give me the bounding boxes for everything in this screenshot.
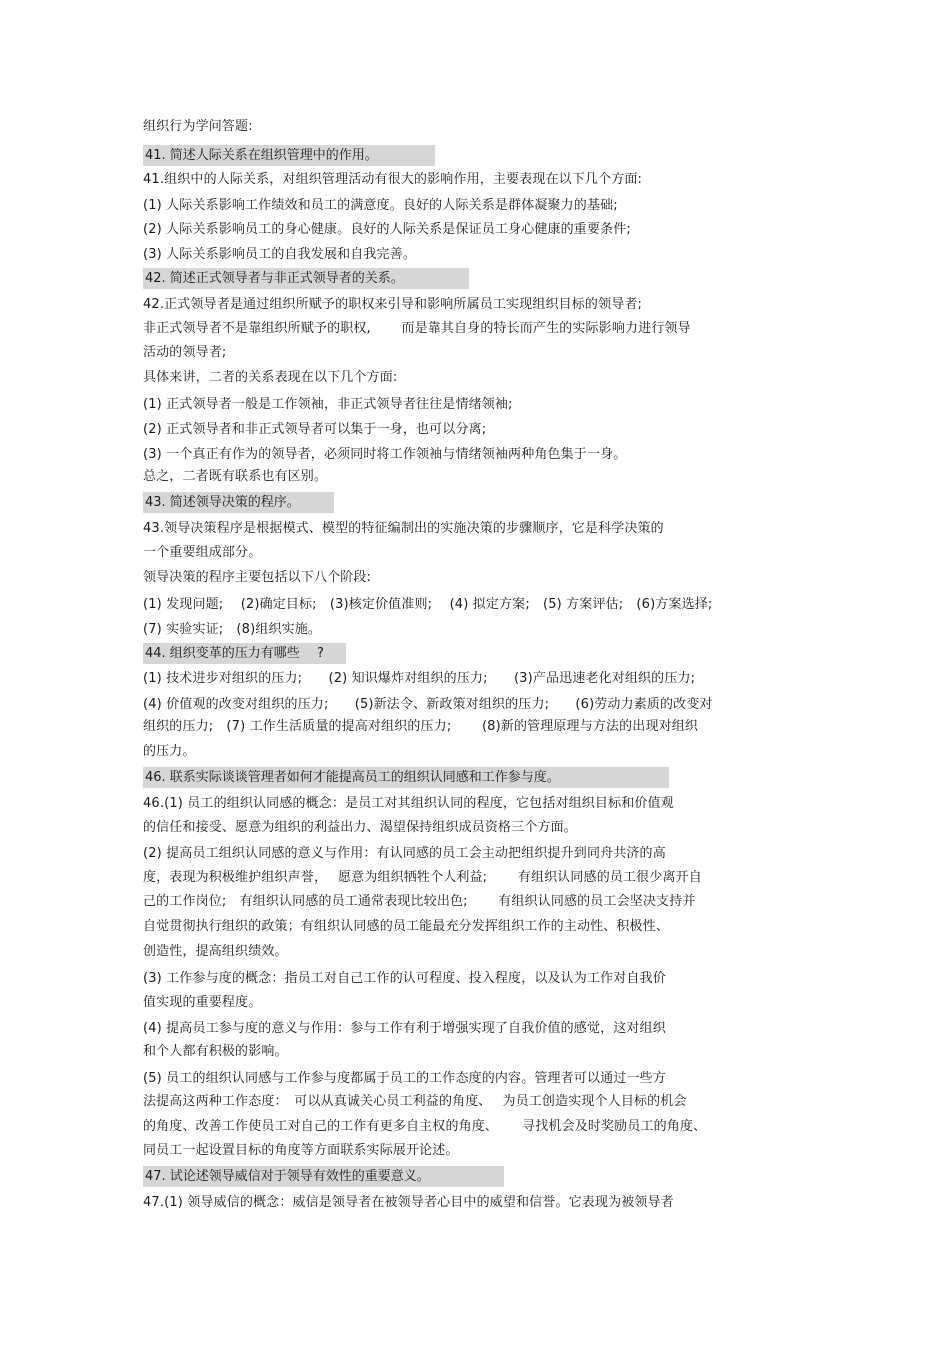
answer-line: 己的工作岗位; 有组织认同感的员工通常表现比较出色; 有组织认同感的员工会坚决支持并	[143, 894, 696, 909]
answer-line: (1) 正式领导者一般是工作领袖，非正式领导者往往是情绪领袖;	[143, 397, 513, 412]
answer-line: 活动的领导者;	[143, 345, 227, 360]
answer-line: 组织的压力; (7) 工作生活质量的提高对组织的压力; (8)新的管理原理与方法的出现对组织	[143, 719, 699, 734]
answer-line: (1) 技术进步对组织的压力; (2) 知识爆炸对组织的压力; (3)产品迅速老化对组织的压力;	[143, 671, 696, 686]
answer-line: (1) 人际关系影响工作绩效和员工的满意度。良好的人际关系是群体凝聚力的基础;	[143, 198, 618, 213]
answer-line: 创造性，提高组织绩效。	[143, 944, 288, 959]
answer-line: 47.(1) 领导威信的概念：威信是领导者在被领导者心目中的威望和信誉。它表现为被领导者	[143, 1195, 674, 1210]
answer-line: (2) 提高员工组织认同感的意义与作用：有认同感的员工会主动把组织提升到同舟共济的高	[143, 846, 666, 861]
answer-line: 同员工一起设置目标的角度等方面联系实际展开论述。	[143, 1143, 459, 1158]
answer-line: 非正式领导者不是靠组织所赋予的职权, 而是靠其自身的特长而产生的实际影响力进行领导	[143, 321, 691, 336]
answer-line: (3) 人际关系影响员工的自我发展和自我完善。	[143, 247, 416, 262]
answer-line: (2) 正式领导者和非正式领导者可以集于一身，也可以分离;	[143, 422, 487, 437]
answer-line: (1) 发现问题; (2)确定目标; (3)核定价值准则; (4) 拟定方案; (5) 方案评估; (6)方案选择;	[143, 597, 713, 612]
answer-line: 总之，二者既有联系也有区别。	[143, 469, 328, 484]
answer-line: 的压力。	[143, 744, 196, 759]
answer-line: 一个重要组成部分。	[143, 545, 262, 560]
answer-line: 法提高这两种工作态度： 可以从真诚关心员工利益的角度、 为员工创造实现个人目标的机会	[143, 1094, 687, 1109]
question-heading-43: 43. 简述领导决策的程序。	[143, 492, 334, 513]
answer-line: (5) 员工的组织认同感与工作参与度都属于员工的工作态度的内容。管理者可以通过一些方	[143, 1071, 666, 1086]
answer-line: 值实现的重要程度。	[143, 995, 262, 1010]
answer-line: (3) 工作参与度的概念：指员工对自己工作的认可程度、投入程度，以及认为工作对自我价	[143, 971, 666, 986]
answer-line: (3) 一个真正有作为的领导者，必须同时将工作领袖与情绪领袖两种角色集于一身。	[143, 447, 627, 462]
answer-line: 具体来讲，二者的关系表现在以下几个方面:	[143, 370, 398, 385]
answer-line: 42.正式领导者是通过组织所赋予的职权来引导和影响所属员工实现组织目标的领导者;	[143, 297, 643, 312]
document-title: 组织行为学问答题:	[143, 119, 253, 134]
answer-line: 和个人都有积极的影响。	[143, 1044, 288, 1059]
answer-line: 46.(1) 员工的组织认同感的概念：是员工对其组织认同的程度，它包括对组织目标和价值观	[143, 796, 674, 811]
answer-line: (2) 人际关系影响员工的身心健康。良好的人际关系是保证员工身心健康的重要条件;	[143, 222, 631, 237]
question-heading-46: 46. 联系实际谈谈管理者如何才能提高员工的组织认同感和工作参与度。	[143, 767, 669, 788]
answer-line: 领导决策的程序主要包括以下八个阶段:	[143, 570, 372, 585]
answer-line: (4) 价值观的改变对组织的压力; (5)新法令、新政策对组织的压力; (6)劳动力素质的改变对	[143, 697, 713, 712]
answer-line: (7) 实验实证; (8)组织实施。	[143, 622, 322, 637]
answer-line: 41.组织中的人际关系，对组织管理活动有很大的影响作用，主要表现在以下几个方面:	[143, 172, 643, 187]
answer-line: 的信任和接受、愿意为组织的利益出力、渴望保持组织成员资格三个方面。	[143, 820, 577, 835]
answer-line: 自觉贯彻执行组织的政策；有组织认同感的员工能最充分发挥组织工作的主动性、积极性、	[143, 919, 670, 934]
question-heading-44: 44. 组织变革的压力有哪些 ?	[143, 643, 346, 664]
answer-line: 度，表现为积极维护组织声誉， 愿意为组织牺牲个人利益; 有组织认同感的员工很少离开自	[143, 870, 702, 885]
question-heading-47: 47. 试论述领导威信对于领导有效性的重要意义。	[143, 1166, 504, 1187]
answer-line: 的角度、改善工作使员工对自己的工作有更多自主权的角度、 寻找机会及时奖励员工的角度、	[143, 1119, 707, 1134]
answer-line: (4) 提高员工参与度的意义与作用：参与工作有利于增强实现了自我价值的感觉，这对组织	[143, 1021, 666, 1036]
answer-line: 43.领导决策程序是根据模式、模型的特征编制出的实施决策的步骤顺序，它是科学决策的	[143, 521, 664, 536]
question-heading-41: 41. 简述人际关系在组织管理中的作用。	[143, 145, 435, 166]
question-heading-42: 42. 简述正式领导者与非正式领导者的关系。	[143, 268, 469, 289]
